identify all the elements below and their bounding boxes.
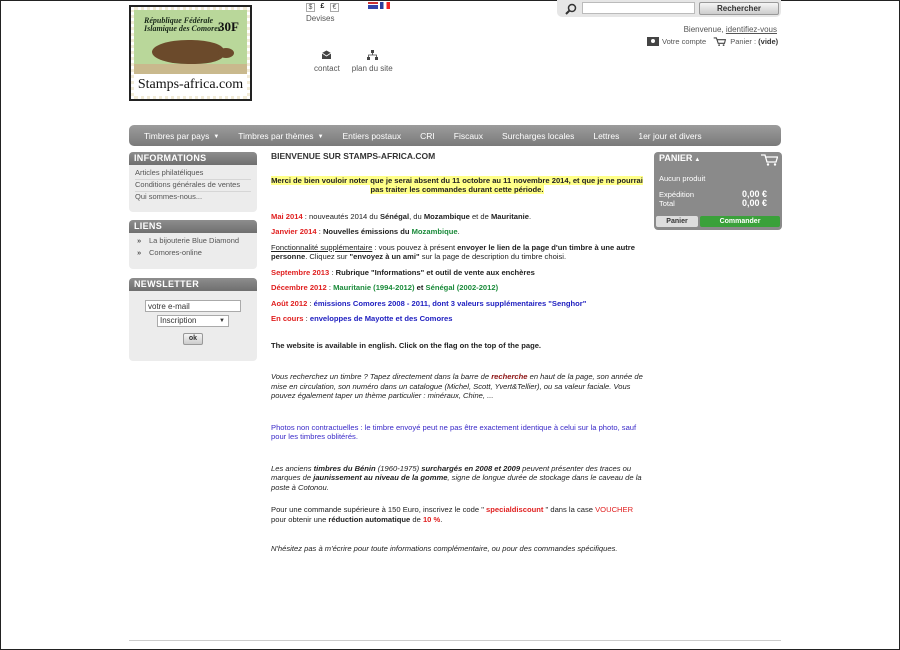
stamp-value: 30F: [218, 19, 239, 34]
news-text: :: [307, 298, 314, 308]
english-notice: The website is available in english. Click on the flag on the top of the page.: [271, 340, 542, 350]
news-text: : vous pouvez à présent: [372, 242, 458, 252]
voucher-label: VOUCHER: [595, 505, 634, 514]
discount-text: .: [440, 514, 443, 524]
benin-text: (1960-1975): [375, 463, 422, 473]
site-logo[interactable]: [129, 5, 252, 101]
discount-text: " dans la case: [543, 505, 596, 514]
benin-text: peuvent présenter des traces ou marques de: [271, 463, 632, 482]
newsletter-ok-button[interactable]: ok: [183, 333, 203, 345]
news-date: Septembre 2013: [271, 267, 330, 277]
flag-french-icon[interactable]: [380, 2, 390, 9]
news-text: et de: [469, 211, 491, 221]
language-selector: [368, 2, 390, 9]
shipping-label: Expédition: [659, 190, 695, 199]
news-link[interactable]: Mauritanie: [490, 211, 529, 221]
page-title: BIENVENUE SUR STAMPS-AFRICA.COM: [271, 151, 436, 161]
news-link[interactable]: Mauritanie (1994-2012): [333, 283, 415, 292]
nav-label: Timbres par thèmes: [238, 130, 314, 141]
news-text: "envoyez à un ami": [349, 252, 420, 261]
news-text: Nouvelles émissions du: [322, 227, 412, 236]
flag-english-icon[interactable]: [368, 2, 378, 9]
total-value: 0,00 €: [741, 198, 767, 208]
informations-block: [129, 152, 257, 212]
news-text: :: [329, 267, 336, 277]
header-links: [314, 50, 393, 73]
news-text: :: [316, 227, 323, 236]
nav-1er-jour[interactable]: 1er jour et divers: [638, 130, 702, 141]
help-text: en haut de la page, son année de mise en circulation, son numéro dans un catalogue (Michel, Scott, Yvert&Tellier), ou sa valeur faciale. Vous pouvez également taper un thème particulier : minéraux, Chine, ...: [271, 372, 643, 400]
link-comores-online[interactable]: » Comores-online: [135, 248, 251, 258]
news-item: [271, 283, 643, 293]
liens-block: [129, 220, 257, 269]
newsletter-action-select[interactable]: [157, 315, 229, 327]
news-link[interactable]: Mozambique: [423, 211, 470, 221]
help-text: Vous recherchez un timbre ? Tapez directement dans la barre de: [271, 372, 492, 381]
news-link[interactable]: Sénégal: [379, 211, 410, 221]
currency-label: Devises: [306, 14, 335, 23]
main-nav: [129, 125, 781, 146]
stamp-country: République Fédérale Islamique des Comores: [144, 16, 221, 33]
discount-percent: 10 %: [422, 514, 441, 524]
view-cart-button[interactable]: Panier: [656, 216, 698, 227]
news-item: [271, 243, 643, 262]
chevron-down-icon: ▼: [317, 133, 324, 140]
informations-title: INFORMATIONS: [129, 152, 257, 165]
search-icon: [565, 3, 577, 15]
news-label: Fonctionnalité supplémentaire: [271, 242, 373, 252]
search-button[interactable]: Rechercher: [699, 2, 779, 15]
discount-code: specialdiscount: [486, 505, 544, 514]
main-content: [271, 152, 643, 560]
news-date: Décembre 2012: [271, 283, 327, 292]
brand-name: Stamps-africa.com: [134, 74, 247, 96]
liens-title: LIENS: [129, 220, 257, 233]
footer-divider: [129, 640, 781, 641]
cart-title-label: PANIER: [659, 153, 693, 163]
info-link-cgv[interactable]: Conditions générales de ventes: [135, 180, 251, 192]
search-input[interactable]: [582, 2, 695, 14]
news-link[interactable]: Rubrique "Informations" et outil de vente aux enchères: [335, 267, 535, 277]
select-value: Inscription: [160, 316, 197, 325]
nav-timbres-par-pays[interactable]: [144, 131, 219, 141]
news-item: [271, 314, 643, 324]
sitemap-icon: [367, 50, 378, 60]
chevron-down-icon: ▼: [219, 318, 225, 324]
currency-euro[interactable]: €: [330, 3, 339, 12]
newsletter-title: NEWSLETTER: [129, 278, 257, 291]
account-icon: [647, 37, 659, 46]
news-item: [271, 212, 643, 222]
nav-fiscaux[interactable]: Fiscaux: [453, 130, 484, 141]
news-date: Mai 2014: [271, 211, 303, 221]
news-date: En cours: [271, 314, 304, 323]
news-text: :: [326, 283, 334, 292]
account-link[interactable]: Votre compte: [662, 37, 707, 46]
nav-entiers-postaux[interactable]: Entiers postaux: [342, 130, 402, 141]
notice-text: Merci de bien vouloir noter que je serai absent du 11 octobre au 11 novembre 2014, et que je ne pourrai pas traiter les commandes durant cette période.: [271, 175, 643, 194]
discount-text: de: [410, 514, 423, 524]
cart-icon: [713, 37, 727, 46]
total-label: Total: [659, 199, 675, 208]
nav-lettres[interactable]: Lettres: [593, 130, 620, 141]
news-text: , du: [409, 211, 424, 221]
nav-surcharges-locales[interactable]: Surcharges locales: [502, 130, 575, 141]
news-text: .: [457, 227, 460, 236]
nav-cri[interactable]: CRI: [420, 130, 435, 141]
info-link-about[interactable]: Qui sommes-nous...: [135, 192, 203, 201]
benin-text: timbres du Bénin: [313, 463, 376, 473]
newsletter-block: [129, 278, 257, 361]
news-item: [271, 227, 643, 237]
header-cart-state: (vide): [758, 37, 779, 46]
news-text: :: [303, 314, 310, 323]
benin-text: jaunissement au niveau de la gomme: [313, 473, 448, 482]
discount-text: Pour une commande supérieure à 150 Euro, inscrivez le code ": [271, 505, 487, 514]
news-text: .: [528, 211, 532, 221]
news-text: . Cliquez sur: [305, 252, 350, 261]
news-text: : nouveautés 2014 du: [302, 211, 380, 221]
currency-dollar[interactable]: $: [306, 3, 315, 12]
discount-notice: [271, 505, 643, 524]
news-text: sur la page de description du timbre choisi.: [419, 252, 567, 261]
welcome-message: [684, 25, 777, 34]
cart-total-row: [659, 199, 777, 208]
absence-notice: [271, 176, 643, 195]
sitemap-label: plan du site: [351, 64, 393, 73]
header-cart-link[interactable]: [730, 37, 778, 46]
newsletter-email-field[interactable]: [145, 300, 241, 312]
checkout-button[interactable]: Commander: [700, 216, 780, 227]
contact-label: contact: [314, 64, 340, 73]
news-text: envoyer le lien de la page d'un timbre à une autre personne: [271, 242, 635, 261]
link-blue-diamond[interactable]: » La bijouterie Blue Diamond: [135, 236, 251, 246]
login-link[interactable]: identifiez-vous: [725, 25, 777, 34]
news-date: Janvier 2014: [271, 227, 317, 236]
news-item: [271, 299, 643, 309]
news-link[interactable]: Mozambique: [411, 227, 458, 236]
turtle-illustration: [152, 40, 224, 64]
currency-pound[interactable]: £: [320, 3, 325, 10]
currency-selector: [306, 3, 339, 23]
contact-link[interactable]: [314, 50, 340, 73]
search-help: [271, 372, 643, 401]
envelope-icon: [321, 50, 332, 60]
benin-text: Les anciens: [271, 463, 314, 473]
news-date: Août 2012: [271, 298, 308, 308]
welcome-text: Bienvenue,: [683, 25, 724, 34]
news-link[interactable]: Sénégal (2002-2012): [425, 283, 499, 292]
photos-notice: Photos non contractuelles : le timbre envoyé peut ne pas être exactement identique à celui sur la photo, sauf pour les timbres oblitérés.: [271, 422, 637, 441]
discount-text: pour obtenir une: [271, 514, 329, 524]
benin-text: surchargés en 2008 et 2009: [421, 463, 521, 473]
cart-block: [654, 152, 782, 230]
chevron-down-icon: ▼: [213, 133, 220, 140]
account-bar: [647, 37, 778, 46]
news-text: et: [414, 283, 426, 292]
stamp-image: [131, 7, 250, 99]
chevron-up-icon: ▲: [694, 157, 701, 163]
contact-notice: N'hésitez pas à m'écrire pour toute informations complémentaire, ou pour des commandes spécifiques.: [271, 544, 618, 553]
cart-icon: [761, 154, 778, 166]
news-link[interactable]: émissions Comores 2008 - 2011, dont 3 valeurs supplémentaires "Senghor": [313, 298, 587, 308]
info-link-articles[interactable]: Articles philatéliques: [135, 168, 251, 180]
benin-notice: [271, 464, 643, 493]
header-cart-label: Panier :: [730, 37, 757, 46]
discount-text: réduction automatique: [328, 514, 411, 524]
nav-timbres-par-themes[interactable]: [238, 131, 323, 141]
search-bar: [557, 0, 781, 17]
cart-empty-text: Aucun produit: [659, 174, 706, 183]
news-link[interactable]: enveloppes de Mayotte et des Comores: [309, 314, 453, 323]
nav-label: Timbres par pays: [144, 130, 210, 141]
news-item: [271, 268, 643, 278]
sitemap-link[interactable]: [352, 50, 393, 73]
help-search-link[interactable]: recherche: [491, 372, 528, 381]
shipping-value: 0,00 €: [741, 189, 767, 199]
benin-text: , signe de longue durée de stockage dans le caveau de la poste à Cotonou.: [271, 473, 642, 492]
